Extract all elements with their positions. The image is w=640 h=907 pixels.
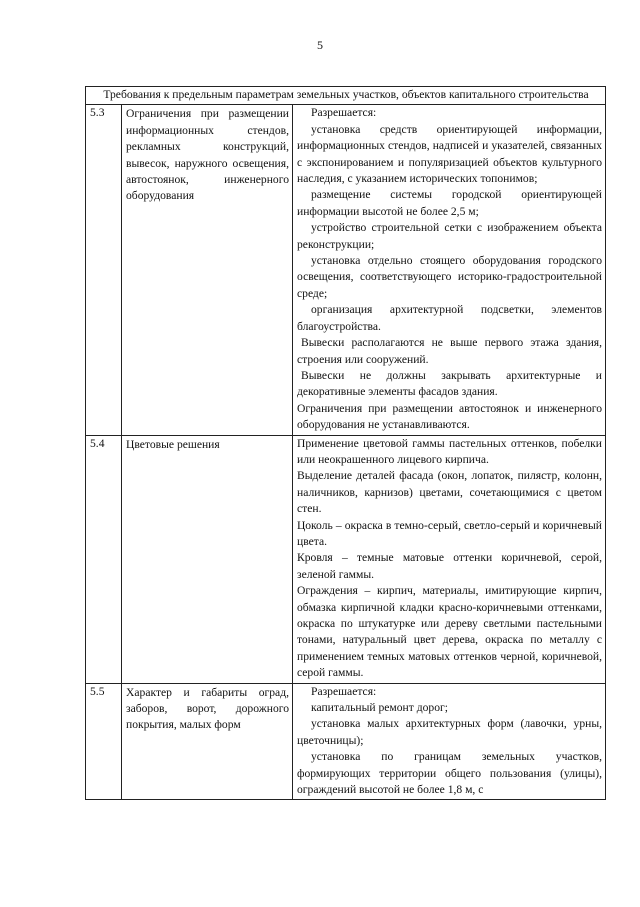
row-number: 5.3 xyxy=(86,105,122,435)
row-description-cell xyxy=(293,435,606,683)
description-paragraph: Цоколь – окраска в темно-серый, светло-серый и коричневый цвета. xyxy=(297,518,603,548)
description-paragraph: Вывески располагаются не выше первого этажа здания, строения или сооружений. xyxy=(297,336,603,366)
description-paragraph: Вывески не должны закрывать архитектурные и декоративные элементы фасадов здания. xyxy=(297,368,603,399)
row-name: Ограничения при размещении информационных стендов, рекламных конструкций, вывесок, наружного освещения, автостоянок, инженерного оборудования xyxy=(126,107,289,203)
row-name-cell xyxy=(122,683,293,800)
description-paragraph: устройство строительной сетки с изображением объекта реконструкции; xyxy=(297,221,603,251)
description-paragraph: Применение цветовой гаммы пастельных оттенков, побелки или неокрашенного лицевого кирпича. xyxy=(297,436,603,466)
allowed-label: Разрешается: xyxy=(311,106,377,120)
description-paragraph: Ограничения при размещении автостоянок и инженерного оборудования не устанавливаются. xyxy=(297,401,603,432)
description-paragraph: размещение системы городской ориентирующей информации высотой не более 2,5 м; xyxy=(297,188,603,218)
table-row xyxy=(86,683,606,800)
table-title: Требования к предельным параметрам земельных участков, объектов капитального строительства xyxy=(86,87,606,105)
row-name-cell xyxy=(122,435,293,683)
row-name: Характер и габариты оград, заборов, ворот, дорожного покрытия, малых форм xyxy=(126,685,289,732)
description-paragraph: организация архитектурной подсветки, элементов благоустройства. xyxy=(297,303,603,333)
row-name: Цветовые решения xyxy=(126,437,220,451)
description-paragraph: установка малых архитектурных форм (лавочки, урны, цветочницы); xyxy=(297,717,603,747)
row-description-cell xyxy=(293,683,606,800)
table-header-row xyxy=(86,87,606,105)
row-description-cell xyxy=(293,105,606,435)
description-paragraph: установка отдельно стоящего оборудования городского освещения, соответствующего историко-градостроительной среде; xyxy=(297,254,603,300)
allowed-label: Разрешается: xyxy=(311,684,377,698)
row-name-cell xyxy=(122,105,293,435)
description-paragraph: Кровля – темные матовые оттенки коричневой, серой, зеленой гаммы. xyxy=(297,551,603,581)
requirements-table xyxy=(85,86,606,800)
table-row xyxy=(86,435,606,683)
description-paragraph: капитальный ремонт дорог; xyxy=(311,701,448,715)
table-row xyxy=(86,105,606,435)
description-paragraph: Ограждения – кирпич, материалы, имитирующие кирпич, обмазка кирпичной кладки красно-коричневыми оттенками, окраска по штукатурке или дереву светлыми пастельными тонами, натуральный цвет дерева, окраска по металлу с применением темных матовых оттенков черной, коричневой, серой гаммы. xyxy=(297,584,603,680)
description-paragraph: Выделение деталей фасада (окон, лопаток, пилястр, колонн, наличников, карнизов) цветами, сочетающимися с цветом стен. xyxy=(297,469,603,516)
page-number: 5 xyxy=(317,38,323,52)
description-paragraph: установка средств ориентирующей информации, информационных стендов, надписей и указателей, связанных с экспонированием и популяризацией объектов культурного наследия, с указанием исторических топонимов; xyxy=(297,122,603,186)
description-paragraph: установка по границам земельных участков, формирующих территории общего пользования (улицы), ограждений высотой не более 1,8 м, с xyxy=(297,750,603,797)
row-number: 5.4 xyxy=(86,435,122,683)
row-number: 5.5 xyxy=(86,683,122,800)
